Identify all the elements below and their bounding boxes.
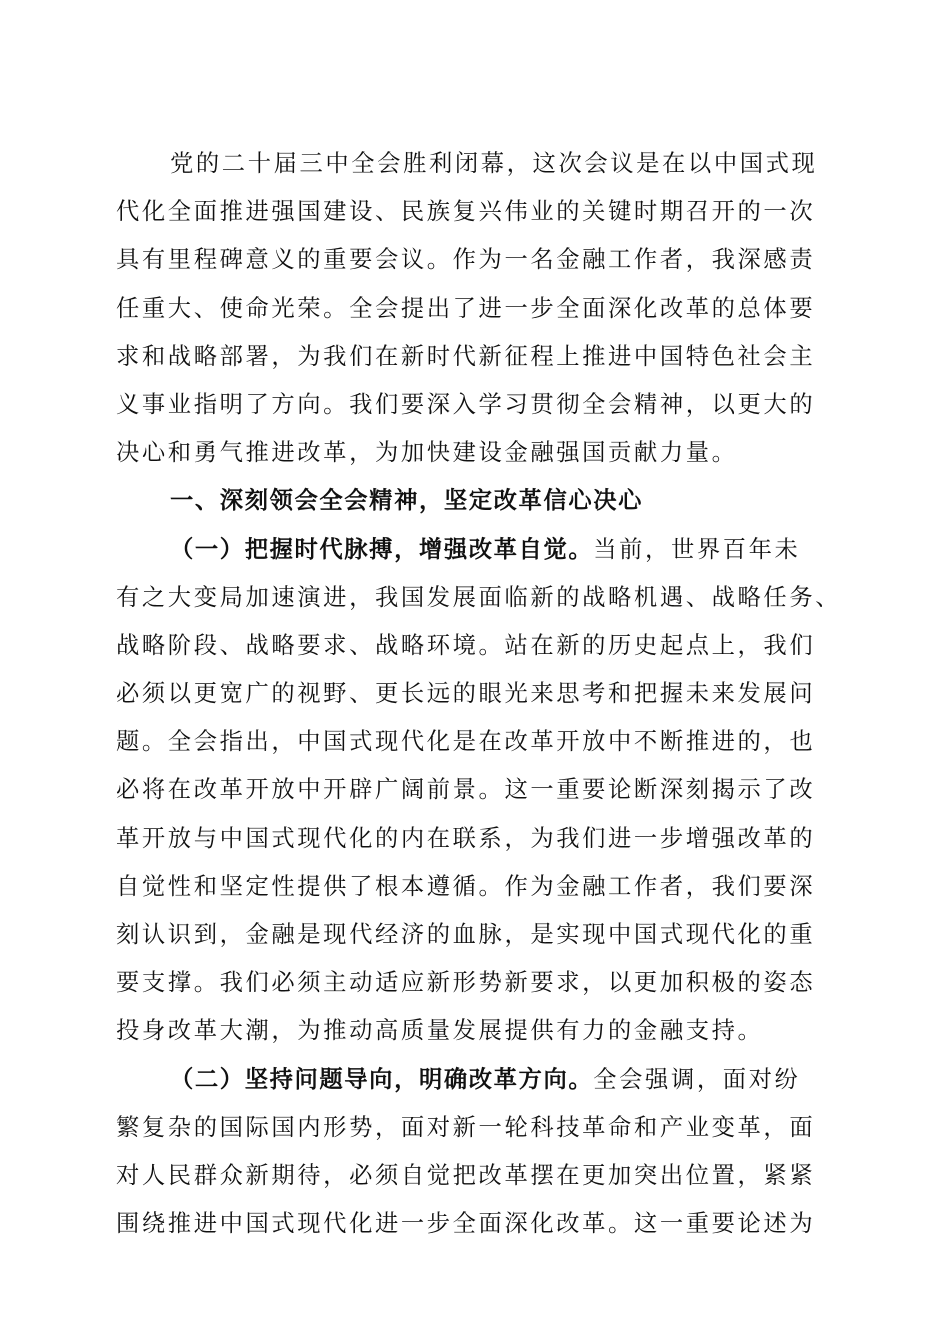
- paragraph-text: 当前，世界百年未: [593, 535, 801, 563]
- paragraph-line: [116, 1056, 826, 1104]
- paragraph-line: 义事业指明了方向。我们要深入学习贯彻全会精神，以更大的: [116, 390, 816, 418]
- subsection-heading: （一）把握时代脉搏，增强改革自觉。: [170, 535, 594, 563]
- paragraph-line: 战略阶段、战略要求、战略环境。站在新的历史起点上，我们: [116, 631, 816, 659]
- document-body: [116, 140, 842, 1248]
- paragraph-line: 自觉性和坚定性提供了根本遵循。作为金融工作者，我们要深: [116, 872, 816, 900]
- paragraph-line: 任重大、使命光荣。全会提出了进一步全面深化改革的总体要: [116, 294, 816, 322]
- section-heading: 一、深刻领会全会精神，坚定改革信心决心: [170, 487, 644, 515]
- paragraph-line: 党的二十届三中全会胜利闭幕，这次会议是在以中国式现: [170, 150, 818, 177]
- intro-paragraph: [116, 140, 826, 477]
- paragraph-line: 对人民群众新期待，必须自觉把改革摆在更加突出位置，紧紧: [116, 1161, 816, 1189]
- subsection-heading: （二）坚持问题导向，明确改革方向。: [170, 1065, 594, 1093]
- paragraph-line: [116, 526, 826, 574]
- paragraph-line: 革开放与中国式现代化的内在联系，为我们进一步增强改革的: [116, 824, 816, 852]
- subsection-2: [116, 1056, 826, 1249]
- paragraph-line: 求和战略部署，为我们在新时代新征程上推进中国特色社会主: [116, 342, 816, 370]
- paragraph-line: 必须以更宽广的视野、更长远的眼光来思考和把握未来发展问: [116, 680, 816, 708]
- paragraph-line: 决心和勇气推进改革，为加快建设金融强国贡献力量。: [116, 439, 738, 467]
- paragraph-line: 围绕推进中国式现代化进一步全面深化改革。这一重要论述为: [116, 1210, 816, 1238]
- paragraph-line: 繁复杂的国际国内形势，面对新一轮科技革命和产业变革，面: [116, 1113, 816, 1141]
- paragraph-text: 全会强调，面对纷: [593, 1065, 801, 1093]
- paragraph-line: 题。全会指出，中国式现代化是在改革开放中不断推进的，也: [116, 728, 816, 756]
- paragraph-line: 刻认识到，金融是现代经济的血脉，是实现中国式现代化的重: [116, 921, 816, 948]
- subsection-1: [116, 526, 842, 1056]
- paragraph-line: 要支撑。我们必须主动适应新形势新要求，以更加积极的姿态: [116, 969, 816, 997]
- paragraph-line: 具有里程碑意义的重要会议。作为一名金融工作者，我深感责: [116, 246, 816, 274]
- paragraph-line: 代化全面推进强国建设、民族复兴伟业的关键时期召开的一次: [116, 198, 816, 226]
- paragraph-line: 必将在改革开放中开辟广阔前景。这一重要论断深刻揭示了改: [116, 776, 816, 804]
- paragraph-line: 投身改革大潮，为推动高质量发展提供有力的金融支持。: [116, 1017, 764, 1045]
- paragraph-line: 有之大变局加速演进，我国发展面临新的战略机遇、战略任务、: [116, 583, 842, 611]
